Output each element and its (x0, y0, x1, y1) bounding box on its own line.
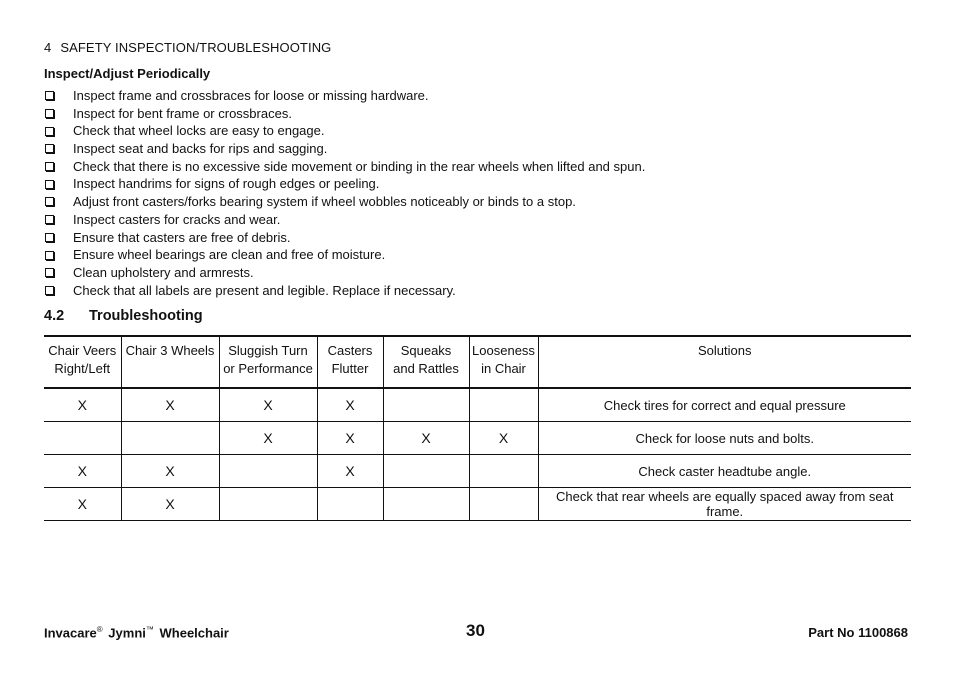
table-cell: X (121, 488, 219, 521)
subheading: Inspect/Adjust Periodically (44, 66, 211, 81)
checklist-item-text: Ensure that casters are free of debris. (73, 229, 291, 245)
checklist-item-text: Inspect for bent frame or crossbraces. (73, 105, 292, 121)
table-cell (383, 388, 469, 422)
part-number: Part No 1100868 (808, 625, 908, 640)
footer-product (44, 625, 229, 640)
checklist-item-text: Ensure wheel bearings are clean and free of moisture. (73, 247, 386, 263)
table-cell: X (44, 388, 121, 422)
checklist-item (44, 140, 645, 158)
column-header: Casters Flutter (317, 336, 383, 388)
checklist-item (44, 105, 645, 123)
table-cell: X (219, 388, 317, 422)
table-cell (219, 488, 317, 521)
checklist-item-text: Inspect frame and crossbraces for loose or missing hardware. (73, 88, 429, 103)
checklist-item-text: Adjust front casters/forks bearing system if wheel wobbles noticeably or binds to a stop. (73, 194, 576, 210)
column-header: Squeaks and Rattles (383, 336, 469, 388)
checklist-item-text: Inspect handrims for signs of rough edges or peeling. (73, 176, 380, 192)
checklist-item-text: Check that all labels are present and legible. Replace if necessary. (73, 282, 456, 298)
checklist-item (44, 229, 645, 247)
solution-cell: Check for loose nuts and bolts. (538, 422, 911, 455)
checklist-item (44, 282, 645, 300)
table-cell: X (317, 388, 383, 422)
table-cell (219, 455, 317, 488)
checkbox-icon[interactable] (45, 162, 54, 171)
table-header-row (44, 336, 911, 388)
solution-cell: Check that rear wheels are equally spaced away from seat frame. (538, 488, 911, 521)
troubleshooting-heading (44, 308, 203, 324)
table-cell (469, 488, 538, 521)
checkbox-icon[interactable] (45, 91, 54, 100)
checkbox-icon[interactable] (45, 197, 54, 206)
brand-name: Invacare (44, 625, 97, 641)
solution-cell: Check tires for correct and equal pressure (538, 388, 911, 422)
table-cell (469, 455, 538, 488)
checklist-item (44, 158, 645, 176)
checkbox-icon[interactable] (45, 109, 54, 118)
column-header: Chair 3 Wheels (121, 336, 219, 388)
checklist-item (44, 87, 645, 105)
column-header: Looseness in Chair (469, 336, 538, 388)
product-name: Wheelchair (159, 625, 229, 641)
table-cell (317, 488, 383, 521)
column-header: Chair Veers Right/Left (44, 336, 121, 388)
checkbox-icon[interactable] (45, 251, 54, 260)
table-cell: X (383, 422, 469, 455)
table-cell: X (469, 422, 538, 455)
checkbox-icon[interactable] (45, 144, 54, 153)
table-cell: X (317, 422, 383, 455)
table-cell: X (219, 422, 317, 455)
checklist-item (44, 122, 645, 140)
table-cell (383, 455, 469, 488)
checklist-item-text: Inspect casters for cracks and wear. (73, 211, 281, 227)
section-title: SAFETY INSPECTION/TROUBLESHOOTING (60, 40, 332, 55)
table-row (44, 422, 911, 455)
table-row (44, 388, 911, 422)
table-cell (383, 488, 469, 521)
column-header: Sluggish Turn or Performance (219, 336, 317, 388)
table-cell (121, 422, 219, 455)
table-cell: X (121, 388, 219, 422)
troubleshooting-title: Troubleshooting (89, 308, 203, 324)
checklist-item (44, 246, 645, 264)
checkbox-icon[interactable] (45, 233, 54, 242)
inspection-checklist (44, 87, 645, 299)
troubleshooting-table (44, 335, 911, 521)
table-cell: X (121, 455, 219, 488)
checkbox-icon[interactable] (45, 180, 54, 189)
checkbox-icon[interactable] (45, 215, 54, 224)
checklist-item-text: Inspect seat and backs for rips and sagging. (73, 141, 328, 157)
table-row (44, 455, 911, 488)
table-cell: X (44, 455, 121, 488)
table-cell (469, 388, 538, 422)
solution-cell: Check caster headtube angle. (538, 455, 911, 488)
section-number: 4 (44, 40, 52, 55)
checklist-item (44, 175, 645, 193)
checklist-item (44, 211, 645, 229)
checkbox-icon[interactable] (45, 286, 54, 295)
table-row (44, 488, 911, 521)
checkbox-icon[interactable] (45, 127, 54, 136)
checklist-item-text: Check that there is no excessive side movement or binding in the rear wheels when lifted and spun. (73, 158, 646, 174)
checklist-item (44, 193, 645, 211)
checklist-item (44, 264, 645, 282)
checkbox-icon[interactable] (45, 268, 54, 277)
page-number: 30 (466, 621, 485, 640)
trademark-mark: ™ (145, 625, 154, 634)
registered-mark: ® (96, 625, 103, 634)
table-cell (44, 422, 121, 455)
troubleshooting-number: 4.2 (44, 308, 65, 324)
column-header: Solutions (538, 336, 911, 388)
checklist-item-text: Check that wheel locks are easy to engage. (73, 123, 325, 139)
model-name: Jymni (108, 625, 146, 641)
table-cell: X (317, 455, 383, 488)
checklist-item-text: Clean upholstery and armrests. (73, 264, 254, 280)
section-header (44, 40, 331, 55)
table-cell: X (44, 488, 121, 521)
